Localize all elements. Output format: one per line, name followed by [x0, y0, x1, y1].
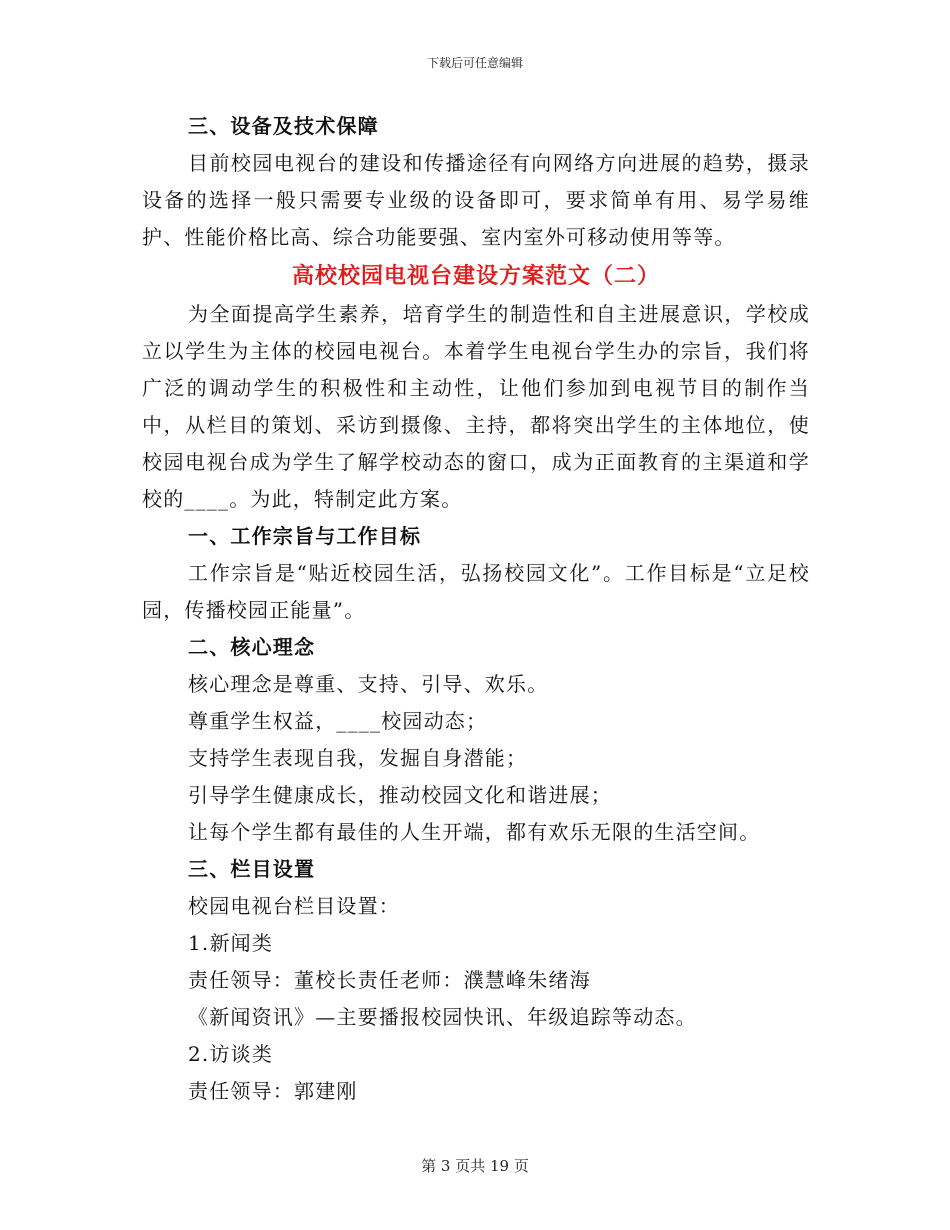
- columns-line: 2.访谈类: [188, 1042, 274, 1066]
- section-heading-columns: 三、栏目设置: [188, 857, 316, 881]
- paragraph-intro: 为全面提高学生素养，培育学生的制造性和自主进展意识，学校成立以学生为主体的校园电视台。本着学生电视台学生办的宗旨，我们将广泛的调动学生的积极性和主动性，让他们参加到电视节目的制作当中，从栏目的策划、采访到摄像、主持，都将突出学生的主体地位，使校园电视台成为学生了解学校动态的窗口，成为正面教育的主渠道和学校的____。为此，特制定此方案。: [142, 302, 810, 511]
- page-number: 第 3 页共 19 页: [421, 1157, 529, 1175]
- document-body: [142, 108, 810, 1110]
- document-title: 高校校园电视台建设方案范文（二）: [291, 263, 660, 289]
- section-heading-goals: 一、工作宗旨与工作目标: [188, 524, 422, 548]
- core-concept-line: 尊重学生权益，____校园动态；: [188, 709, 488, 733]
- core-concept-line: 支持学生表现自我，发掘自身潜能；: [188, 746, 528, 770]
- section-heading-equipment: 三、设备及技术保障: [188, 114, 379, 138]
- core-concept-line: 引导学生健康成长，推动校园文化和谐进展；: [188, 783, 612, 807]
- section-heading-core-concept: 二、核心理念: [188, 635, 316, 659]
- paragraph-goals: 工作宗旨是“贴近校园生活，弘扬校园文化”。工作目标是“立足校园，传播校园正能量”。: [142, 561, 810, 622]
- core-concept-line: 核心理念是尊重、支持、引导、欢乐。: [188, 672, 549, 696]
- core-concept-line: 让每个学生都有最佳的人生开端，都有欢乐无限的生活空间。: [188, 820, 761, 844]
- columns-line: 《新闻资讯》—主要播报校园快讯、年级追踪等动态。: [188, 1005, 697, 1029]
- columns-line: 1.新闻类: [188, 931, 274, 955]
- paragraph-equipment: 目前校园电视台的建设和传播途径有向网络方向进展的趋势，摄录设备的选择一般只需要专业级的设备即可，要求简单有用、易学易维护、性能价格比高、综合功能要强、室内室外可移动使用等等。: [142, 151, 810, 249]
- page-header-note: 下载后可任意编辑: [426, 56, 523, 70]
- columns-line: 责任领导：董校长责任老师：濮慧峰朱绪海: [188, 968, 591, 992]
- columns-line: 校园电视台栏目设置：: [188, 894, 400, 918]
- columns-line: 责任领导：郭建刚: [188, 1079, 358, 1103]
